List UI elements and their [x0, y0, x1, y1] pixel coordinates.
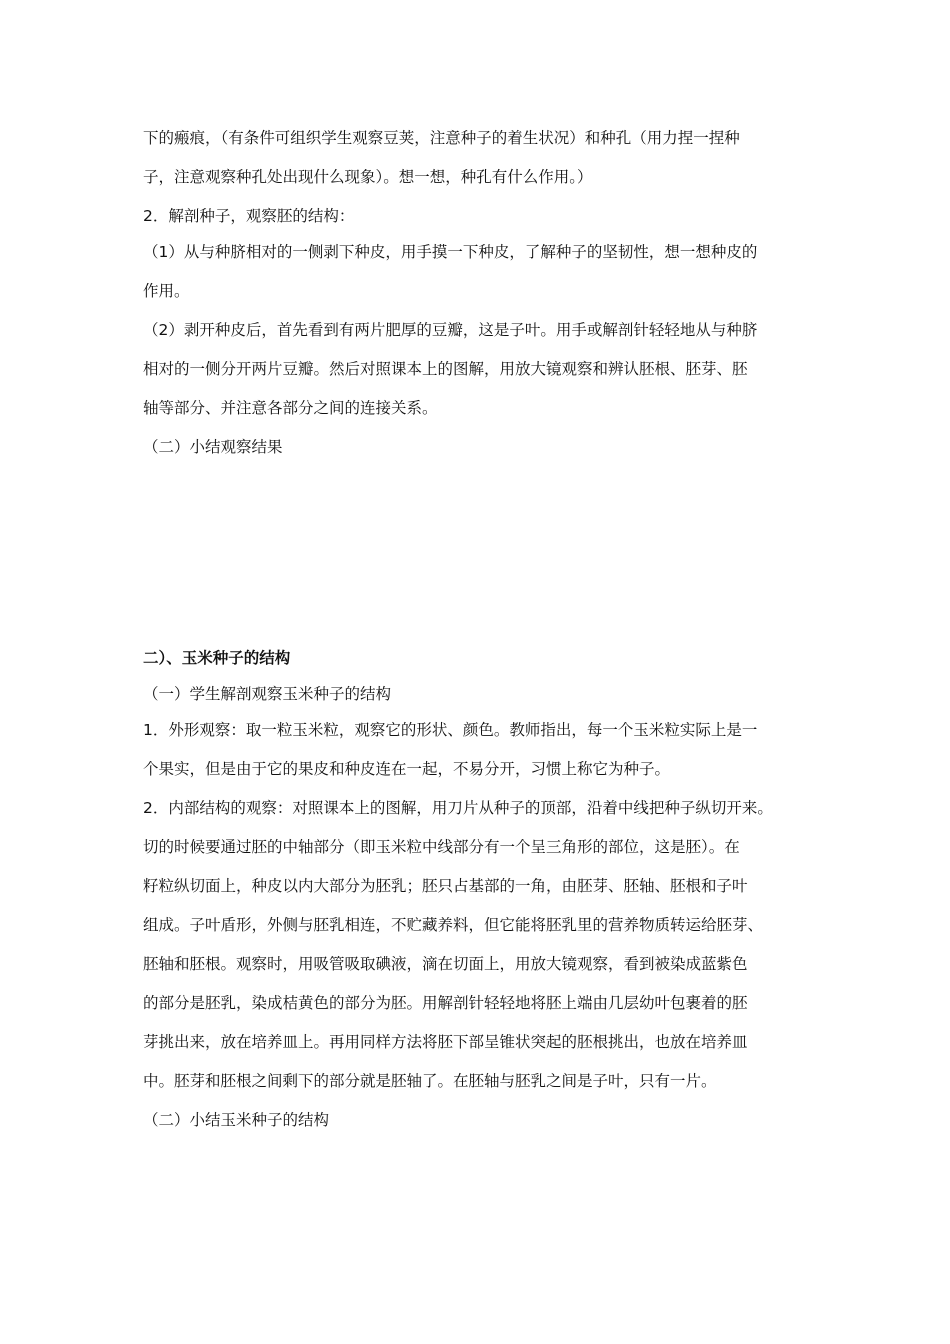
paragraph-line: （1）从与种脐相对的一侧剥下种皮，用手摸一下种皮，了解种子的坚韧性，想一想种皮的	[143, 243, 758, 261]
paragraph-line: 下的瘢痕，（有条件可组织学生观察豆荚，注意种子的着生状况）和种孔（用力捏一捏种	[143, 129, 740, 147]
paragraph-line: 2．内部结构的观察：对照课本上的图解，用刀片从种子的顶部，沿着中线把种子纵切开来。	[143, 799, 773, 817]
paragraph-line: 作用。	[143, 282, 190, 300]
subsection-heading: （二）小结观察结果	[143, 438, 283, 456]
paragraph-line: 籽粒纵切面上，种皮以内大部分为胚乳；胚只占基部的一角，由胚芽、胚轴、胚根和子叶	[143, 877, 748, 895]
paragraph-line: 子，注意观察种孔处出现什么现象）。想一想，种孔有什么作用。）	[143, 168, 593, 186]
paragraph-line: （2）剥开种皮后，首先看到有两片肥厚的豆瓣，这是子叶。用手或解剖针轻轻地从与种脐	[143, 321, 758, 339]
subsection-heading: （二）小结玉米种子的结构	[143, 1111, 330, 1129]
paragraph-line: 切的时候要通过胚的中轴部分（即玉米粒中线部分有一个呈三角形的部位，这是胚）。在	[143, 838, 740, 856]
paragraph-line: 中。胚芽和胚根之间剩下的部分就是胚轴了。在胚轴与胚乳之间是子叶，只有一片。	[143, 1072, 717, 1090]
paragraph-line: 2．解剖种子，观察胚的结构：	[143, 207, 355, 225]
paragraph-line: 的部分是胚乳，染成桔黄色的部分为胚。用解剖针轻轻地将胚上端由几层幼叶包裹着的胚	[143, 994, 748, 1012]
paragraph-line: 相对的一侧分开两片豆瓣。然后对照课本上的图解，用放大镜观察和辨认胚根、胚芽、胚	[143, 360, 748, 378]
section-heading: 二）、玉米种子的结构	[143, 649, 291, 667]
paragraph-line: 胚轴和胚根。观察时，用吸管吸取碘液，滴在切面上，用放大镜观察，看到被染成蓝紫色	[143, 955, 748, 973]
paragraph-line: 轴等部分、并注意各部分之间的连接关系。	[143, 399, 438, 417]
paragraph-line: 个果实，但是由于它的果皮和种皮连在一起，不易分开，习惯上称它为种子。	[143, 760, 671, 778]
paragraph-line: 1．外形观察：取一粒玉米粒，观察它的形状、颜色。教师指出，每一个玉米粒实际上是一	[143, 721, 758, 739]
paragraph-line: 组成。子叶盾形，外侧与胚乳相连，不贮藏养料，但它能将胚乳里的营养物质转运给胚芽、	[143, 916, 764, 934]
paragraph-line: 芽挑出来，放在培养皿上。再用同样方法将胚下部呈锥状突起的胚根挑出，也放在培养皿	[143, 1033, 748, 1051]
subsection-heading: （一）学生解剖观察玉米种子的结构	[143, 685, 392, 703]
